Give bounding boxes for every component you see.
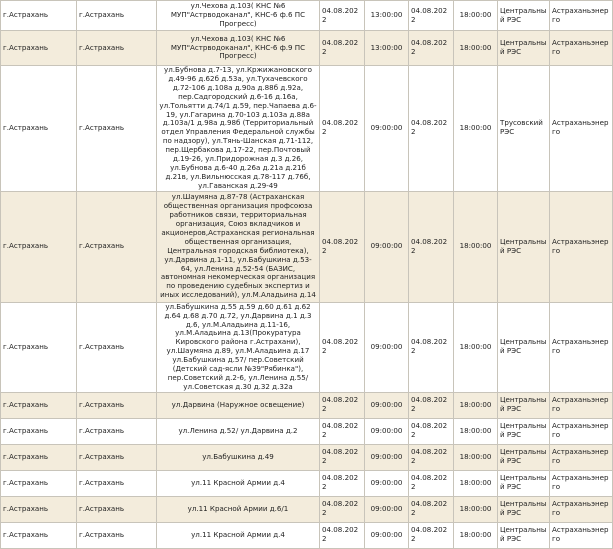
- cell-city: г.Астрахань: [77, 522, 157, 548]
- cell-address: ул.Шаумяна д.87-78 (Астраханская общественная организация профсоюза работников связи, территориальная организация, Союз вкладчиков и акционеров,Астраханская региональная общественная организация, Центральная городская библиотека), ул.Дарвина д.1-11, ул.Бабушкина д.53-64, ул.Ленина д.52-54 (БАЗИС, автономная некомерческая организация по проведению судебных экспертиз и иных исследований), ул.М.Аладьина д.14: [157, 191, 320, 302]
- cell-region: г.Астрахань: [1, 418, 77, 444]
- table-row: [1, 522, 613, 548]
- cell-region: г.Астрахань: [1, 191, 77, 302]
- cell-end-date: 04.08.2022: [409, 470, 454, 496]
- cell-start-time: 09:00:00: [365, 191, 409, 302]
- cell-end-time: 18:00:00: [454, 392, 498, 418]
- cell-start-date: 04.08.2022: [320, 470, 365, 496]
- cell-address: ул.Бубнова д.7-13, ул.Кржижановского д.49-96 д.62б д.53а, ул.Тухачевского д.72-106 д.108а д.90а д.88б д.92а, пер.Садгородский д.6-16 д.16а, ул.Тольятти д.74/1 д.59, пер.Чапаева д.6-19, ул.Гагарина д.70-103 д.103а д.88а д.103а/1 д.98а д.98б (Территориальный отдел Управления Федеральной службы по надзору), ул.Тянь-Шанская д.71-112, пер.Щербакова д.17-22, пер.Почтовый д.19-26, ул.Придорожная д.3 д.26, ул.Бубнова д.6-40 д.26а д.21а д.21б д.21в, ул.Вильнюсская д.78-117 д.76б, ул.Гаванская д.29-49: [157, 66, 320, 192]
- cell-city: г.Астрахань: [77, 444, 157, 470]
- cell-end-time: 18:00:00: [454, 66, 498, 192]
- cell-address: ул.11 Красной Армии д.4: [157, 522, 320, 548]
- cell-res: Центральный РЭС: [498, 444, 550, 470]
- cell-city: г.Астрахань: [77, 1, 157, 31]
- cell-end-time: 18:00:00: [454, 191, 498, 302]
- cell-start-date: 04.08.2022: [320, 66, 365, 192]
- cell-end-time: 18:00:00: [454, 302, 498, 392]
- cell-start-time: 13:00:00: [365, 1, 409, 31]
- cell-end-date: 04.08.2022: [409, 31, 454, 66]
- cell-address: ул.Чехова д.103( КНС №6 МУП"Астрводоканал", КНС-6 ф.6 ПС Прогресс): [157, 1, 320, 31]
- cell-res: Центральный РЭС: [498, 392, 550, 418]
- cell-res: Центральный РЭС: [498, 496, 550, 522]
- cell-end-date: 04.08.2022: [409, 302, 454, 392]
- cell-end-date: 04.08.2022: [409, 444, 454, 470]
- cell-start-date: 04.08.2022: [320, 392, 365, 418]
- cell-res: Центральный РЭС: [498, 1, 550, 31]
- cell-city: г.Астрахань: [77, 470, 157, 496]
- cell-end-time: 18:00:00: [454, 470, 498, 496]
- cell-address: ул.11 Красной Армии д.6/1: [157, 496, 320, 522]
- cell-end-time: 18:00:00: [454, 418, 498, 444]
- cell-city: г.Астрахань: [77, 31, 157, 66]
- cell-address: ул.Дарвина (Наружное освещение): [157, 392, 320, 418]
- cell-end-date: 04.08.2022: [409, 496, 454, 522]
- table-row: [1, 66, 613, 192]
- cell-start-time: 09:00:00: [365, 418, 409, 444]
- cell-org: Астраханьэнерго: [550, 302, 613, 392]
- table-row: [1, 1, 613, 31]
- cell-region: г.Астрахань: [1, 496, 77, 522]
- cell-start-date: 04.08.2022: [320, 496, 365, 522]
- cell-address: ул.Чехова д.103( КНС №6 МУП"Астрводоканал", КНС-6 ф.9 ПС Прогресс): [157, 31, 320, 66]
- cell-start-time: 13:00:00: [365, 31, 409, 66]
- cell-org: Астраханьэнерго: [550, 392, 613, 418]
- cell-address: ул.Бабушкина д.49: [157, 444, 320, 470]
- cell-address: ул.11 Красной Армии д.4: [157, 470, 320, 496]
- cell-start-time: 09:00:00: [365, 392, 409, 418]
- cell-org: Астраханьэнерго: [550, 418, 613, 444]
- cell-org: Астраханьэнерго: [550, 1, 613, 31]
- cell-address: ул.Бабушкина д.55 д.59 д.60 д.61 д.62 д.64 д.68 д.70 д.72, ул.Дарвина д.1 д.3 д.6, ул.М.Аладьина д.11-16, ул.М.Аладьина д.13(Прокуратура Кировского района г.Астрахани), ул.Шаумяна д.89, ул.М.Аладьина д.17 ул.Бабушкина д.57/ пер.Советский (Детский сад-ясли №39"Рябинка"), пер.Советский д.2-6, ул.Ленина д.55/ ул.Советская д.30 д.32 д.32а: [157, 302, 320, 392]
- cell-start-date: 04.08.2022: [320, 31, 365, 66]
- cell-start-date: 04.08.2022: [320, 302, 365, 392]
- cell-region: г.Астрахань: [1, 392, 77, 418]
- cell-end-time: 18:00:00: [454, 31, 498, 66]
- cell-org: Астраханьэнерго: [550, 191, 613, 302]
- cell-org: Астраханьэнерго: [550, 470, 613, 496]
- cell-city: г.Астрахань: [77, 191, 157, 302]
- cell-end-date: 04.08.2022: [409, 418, 454, 444]
- cell-res: Центральный РЭС: [498, 470, 550, 496]
- cell-start-time: 09:00:00: [365, 496, 409, 522]
- cell-org: Астраханьэнерго: [550, 522, 613, 548]
- cell-start-date: 04.08.2022: [320, 1, 365, 31]
- cell-start-time: 09:00:00: [365, 522, 409, 548]
- table-row: [1, 31, 613, 66]
- cell-res: Центральный РЭС: [498, 191, 550, 302]
- cell-city: г.Астрахань: [77, 496, 157, 522]
- cell-end-time: 18:00:00: [454, 444, 498, 470]
- table-row: [1, 470, 613, 496]
- cell-end-date: 04.08.2022: [409, 191, 454, 302]
- cell-start-time: 09:00:00: [365, 444, 409, 470]
- cell-region: г.Астрахань: [1, 66, 77, 192]
- cell-region: г.Астрахань: [1, 302, 77, 392]
- cell-res: Центральный РЭС: [498, 522, 550, 548]
- table-row: [1, 191, 613, 302]
- cell-city: г.Астрахань: [77, 392, 157, 418]
- cell-region: г.Астрахань: [1, 522, 77, 548]
- table-row: [1, 392, 613, 418]
- cell-start-time: 09:00:00: [365, 66, 409, 192]
- cell-start-date: 04.08.2022: [320, 444, 365, 470]
- cell-end-date: 04.08.2022: [409, 392, 454, 418]
- cell-res: Центральный РЭС: [498, 302, 550, 392]
- cell-city: г.Астрахань: [77, 418, 157, 444]
- cell-start-date: 04.08.2022: [320, 522, 365, 548]
- cell-org: Астраханьэнерго: [550, 66, 613, 192]
- cell-end-time: 18:00:00: [454, 496, 498, 522]
- cell-start-date: 04.08.2022: [320, 418, 365, 444]
- table-row: [1, 418, 613, 444]
- cell-end-time: 18:00:00: [454, 522, 498, 548]
- cell-org: Астраханьэнерго: [550, 31, 613, 66]
- cell-start-date: 04.08.2022: [320, 191, 365, 302]
- cell-end-time: 18:00:00: [454, 1, 498, 31]
- cell-end-date: 04.08.2022: [409, 1, 454, 31]
- cell-city: г.Астрахань: [77, 302, 157, 392]
- cell-res: Центральный РЭС: [498, 31, 550, 66]
- cell-address: ул.Ленина д.52/ ул.Дарвина д.2: [157, 418, 320, 444]
- cell-org: Астраханьэнерго: [550, 496, 613, 522]
- cell-end-date: 04.08.2022: [409, 522, 454, 548]
- cell-res: Центральный РЭС: [498, 418, 550, 444]
- cell-start-time: 09:00:00: [365, 470, 409, 496]
- table-row: [1, 496, 613, 522]
- table-row: [1, 444, 613, 470]
- cell-region: г.Астрахань: [1, 1, 77, 31]
- cell-start-time: 09:00:00: [365, 302, 409, 392]
- cell-res: Трусовский РЭС: [498, 66, 550, 192]
- cell-end-date: 04.08.2022: [409, 66, 454, 192]
- cell-city: г.Астрахань: [77, 66, 157, 192]
- cell-org: Астраханьэнерго: [550, 444, 613, 470]
- cell-region: г.Астрахань: [1, 470, 77, 496]
- cell-region: г.Астрахань: [1, 31, 77, 66]
- cell-region: г.Астрахань: [1, 444, 77, 470]
- table-row: [1, 302, 613, 392]
